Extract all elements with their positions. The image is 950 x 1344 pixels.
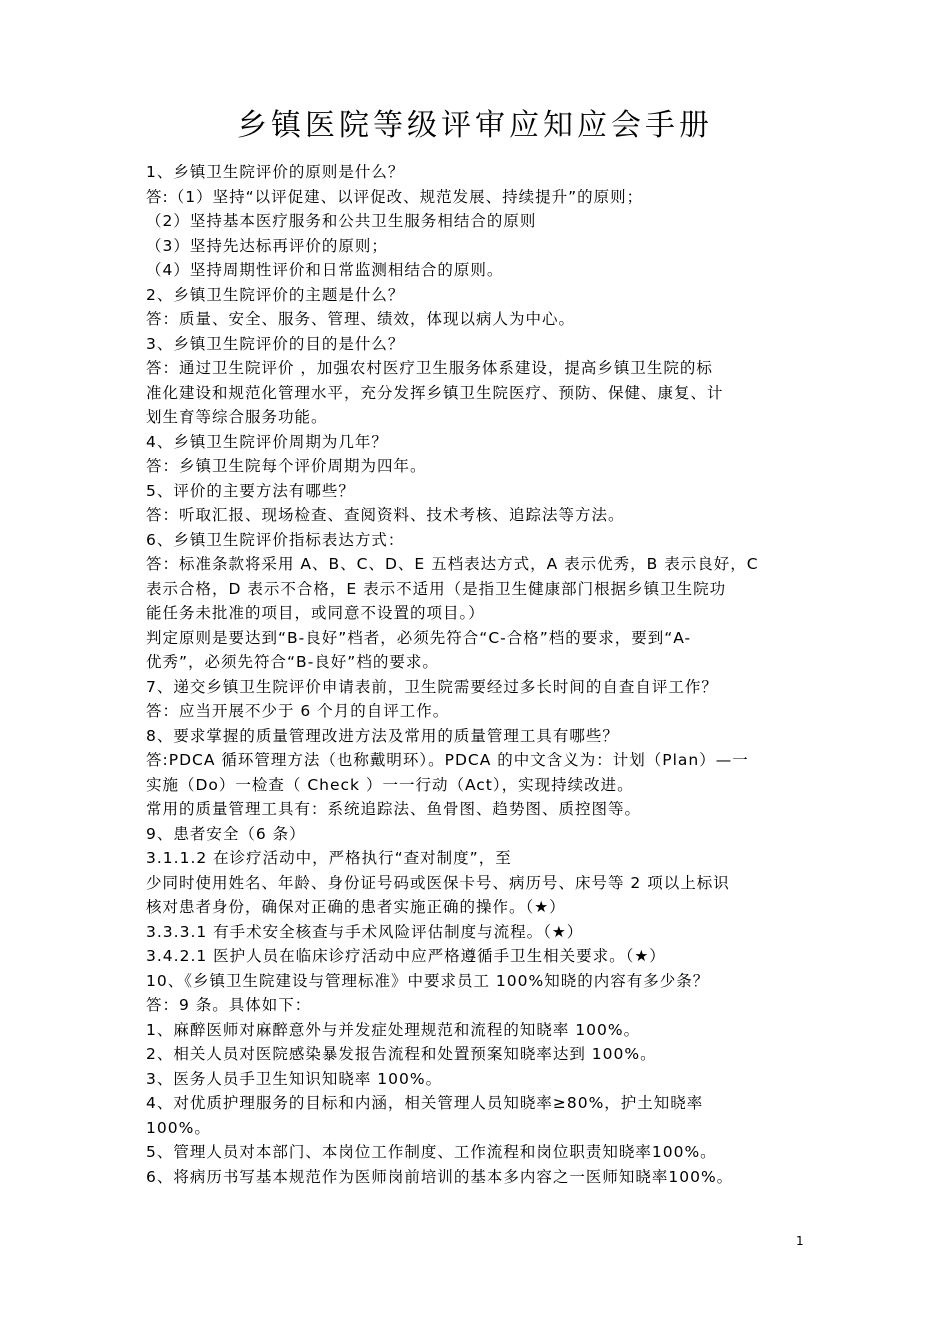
text-line: 表示合格，D 表示不合格，E 表示不适用（是指卫生健康部门根据乡镇卫生院功 bbox=[146, 579, 727, 598]
text-line: 能任务未批准的项目，或同意不设置的项目。） bbox=[146, 604, 485, 622]
text-line: 答：乡镇卫生院每个评价周期为四年。 bbox=[146, 457, 427, 475]
text-line: 6、将病历书写基本规范作为医师岗前培训的基本多内容之一医师知晓率100%。 bbox=[146, 1167, 734, 1186]
text-line: 答：9 条。具体如下： bbox=[146, 996, 312, 1014]
document-body bbox=[146, 160, 816, 1189]
text-line: 9、患者安全（6 条） bbox=[146, 824, 306, 843]
text-line: 3、乡镇卫生院评价的目的是什么？ bbox=[146, 334, 405, 353]
text-line: 3.4.2.1 医护人员在临床诊疗活动中应严格遵循手卫生相关要求。（★） bbox=[146, 947, 666, 965]
text-line: 判定原则是要达到“B-良好”档者，必须先符合“C-合格”档的要求，要到“A- bbox=[146, 628, 692, 647]
text-line: 答：标准条款将采用 A、B、C、D、E 五档表达方式，A 表示优秀，B 表示良好，C bbox=[146, 555, 759, 573]
text-line: 2、乡镇卫生院评价的主题是什么？ bbox=[146, 285, 405, 304]
text-line: （2）坚持基本医疗服务和公共卫生服务相结合的原则 bbox=[146, 212, 537, 230]
text-line: 答：通过卫生院评价 ，加强农村医疗卫生服务体系建设，提高乡镇卫生院的标 bbox=[146, 359, 713, 377]
text-line: 7、递交乡镇卫生院评价申请表前，卫生院需要经过多长时间的自查自评工作？ bbox=[146, 677, 718, 696]
text-line: 1、乡镇卫生院评价的原则是什么？ bbox=[146, 163, 405, 181]
text-line: 3.3.3.1 有手术安全核查与手术风险评估制度与流程。（★） bbox=[146, 922, 584, 941]
text-line: 3.1.1.2 在诊疗活动中，严格执行“查对制度”，至 bbox=[146, 849, 512, 867]
document-title: 乡镇医院等级评审应知应会手册 bbox=[237, 108, 713, 143]
text-line: 常用的质量管理工具有：系统追踪法、鱼骨图、趋势图、质控图等。 bbox=[146, 800, 642, 818]
text-line: 实施（Do）一检查（ Check ）一一行动（Act），实现持续改进。 bbox=[146, 775, 634, 794]
text-line: 划生育等综合服务功能。 bbox=[146, 408, 328, 426]
text-line: 答：质量、安全、服务、管理、绩效，体现以病人为中心。 bbox=[146, 310, 576, 328]
text-line: 3、医务人员手卫生知识知晓率 100%。 bbox=[146, 1069, 443, 1088]
text-line: 答:PDCA 循环管理方法（也称戴明环）。PDCA 的中文含义为：计划（Plan）—一 bbox=[146, 751, 749, 769]
text-line: 100%。 bbox=[146, 1118, 211, 1137]
text-line: 5、评价的主要方法有哪些？ bbox=[146, 481, 355, 500]
text-line: 4、对优质护理服务的目标和内涵，相关管理人员知晓率≥80%，护土知晓率 bbox=[146, 1094, 704, 1112]
text-line: 少同时使用姓名、年龄、身份证号码或医保卡号、病历号、床号等 2 项以上标识 bbox=[146, 873, 730, 892]
text-line: 答：听取汇报、现场检查、查阅资料、技术考核、追踪法等方法。 bbox=[146, 506, 625, 524]
text-line: 10、《乡镇卫生院建设与管理标准》中要求员工 100%知晓的内容有多少条？ bbox=[146, 971, 710, 990]
text-line: 8、要求掌握的质量管理改进方法及常用的质量管理工具有哪些？ bbox=[146, 726, 619, 745]
page-number: 1 bbox=[796, 1234, 804, 1248]
text-line: 4、乡镇卫生院评价周期为几年？ bbox=[146, 432, 388, 451]
text-line: 优秀”，必须先符合“B-良好”档的要求。 bbox=[146, 653, 439, 671]
text-line: 2、相关人员对医院感染暴发报告流程和处置预案知晓率达到 100%。 bbox=[146, 1045, 657, 1063]
text-line: 答:（1）坚持“以评促建、以评促改、规范发展、持续提升”的原则； bbox=[146, 187, 644, 206]
text-line: 6、乡镇卫生院评价指标表达方式： bbox=[146, 530, 405, 549]
text-line: 5、管理人员对本部门、本岗位工作制度、工作流程和岗位职责知晓率100%。 bbox=[146, 1143, 717, 1161]
text-line: 核对患者身份，确保对正确的患者实施正确的操作。（★） bbox=[146, 898, 566, 916]
text-line: 答：应当开展不少于 6 个月的自评工作。 bbox=[146, 702, 450, 720]
text-line: 1、麻醉医师对麻醉意外与并发症处理规范和流程的知晓率 100%。 bbox=[146, 1020, 641, 1039]
text-line: （4）坚持周期性评价和日常监测相结合的原则。 bbox=[146, 261, 504, 279]
text-line: 准化建设和规范化管理水平，充分发挥乡镇卫生院医疗、预防、保健、康复、计 bbox=[146, 383, 724, 402]
text-line: （3）坚持先达标再评价的原则； bbox=[146, 236, 388, 255]
